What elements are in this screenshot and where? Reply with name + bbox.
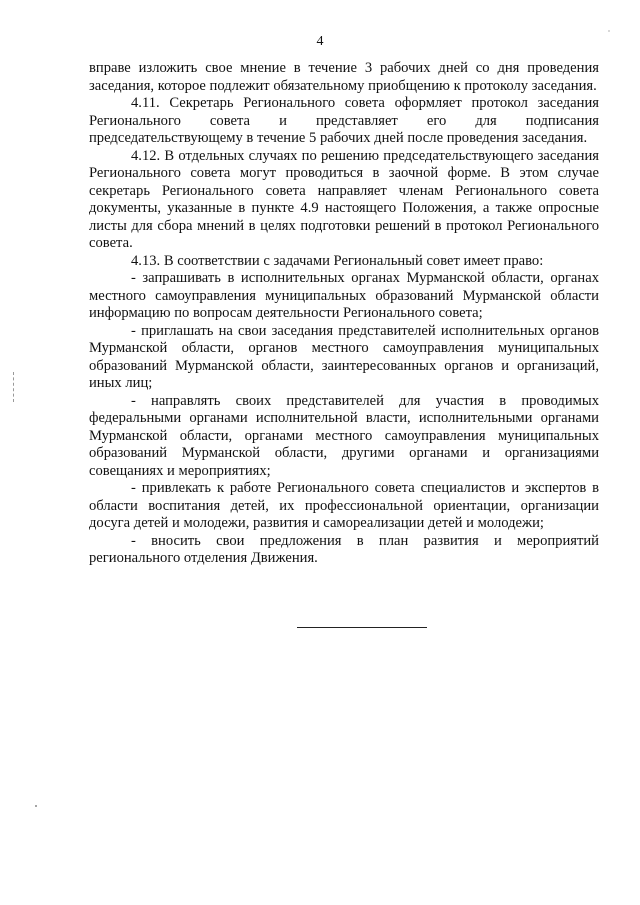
list-item-invite: - приглашать на свои заседания представителей исполнительных органов Мурманской области, органов местного самоуправления муниципальных образований Мурманской области, заинтересованных органов и организаций, иных лиц; <box>89 322 599 391</box>
list-item-proposals: - вносить свои предложения в план развития и мероприятий регионального отделения Движения. <box>89 532 599 566</box>
paragraph-4-11: 4.11. Секретарь Регионального совета оформляет протокол заседания Регионального совета и представляет его для подписания председательствующему в течение 5 рабочих дней после проведения заседания. <box>89 95 599 146</box>
list-item-involve-experts: - привлекать к работе Регионального совета специалистов и экспертов в области воспитания детей, их профессиональной ориентации, организации досуга детей и молодежи, развития и самореализации детей и молодежи; <box>89 480 599 531</box>
scan-speck <box>35 805 37 807</box>
paragraph-4-13: 4.13. В соответствии с задачами Региональный совет имеет право: <box>131 252 544 269</box>
scan-margin-mark <box>13 372 15 402</box>
scan-speck <box>608 30 610 32</box>
list-item-send-representatives: - направлять своих представителей для участия в проводимых федеральными органами исполнительной власти, исполнительными органами Мурманской области, органами местного самоуправления муниципальных образований Мурманской области, другими органами и организациями совещаниях и мероприятиях; <box>89 392 599 479</box>
document-body <box>89 60 599 568</box>
page-number: 4 <box>316 34 324 49</box>
list-item-request-info: - запрашивать в исполнительных органах Мурманской области, органах местного самоуправления муниципальных образований Мурманской области информацию по вопросам деятельности Регионального совета; <box>89 270 599 321</box>
end-separator-line <box>297 627 427 628</box>
paragraph-continuation: вправе изложить свое мнение в течение 3 рабочих дней со дня проведения заседания, которое подлежит обязательному приобщению к протоколу заседания. <box>89 60 599 94</box>
paragraph-4-12: 4.12. В отдельных случаях по решению председательствующего заседания Регионального совета могут проводиться в заочной форме. В этом случае секретарь Регионального совета направляет членам Регионального совета документы, указанные в пункте 4.9 настоящего Положения, а также опросные листы для сбора мнений в целях подготовки решений в протокол Регионального совета. <box>89 147 599 251</box>
